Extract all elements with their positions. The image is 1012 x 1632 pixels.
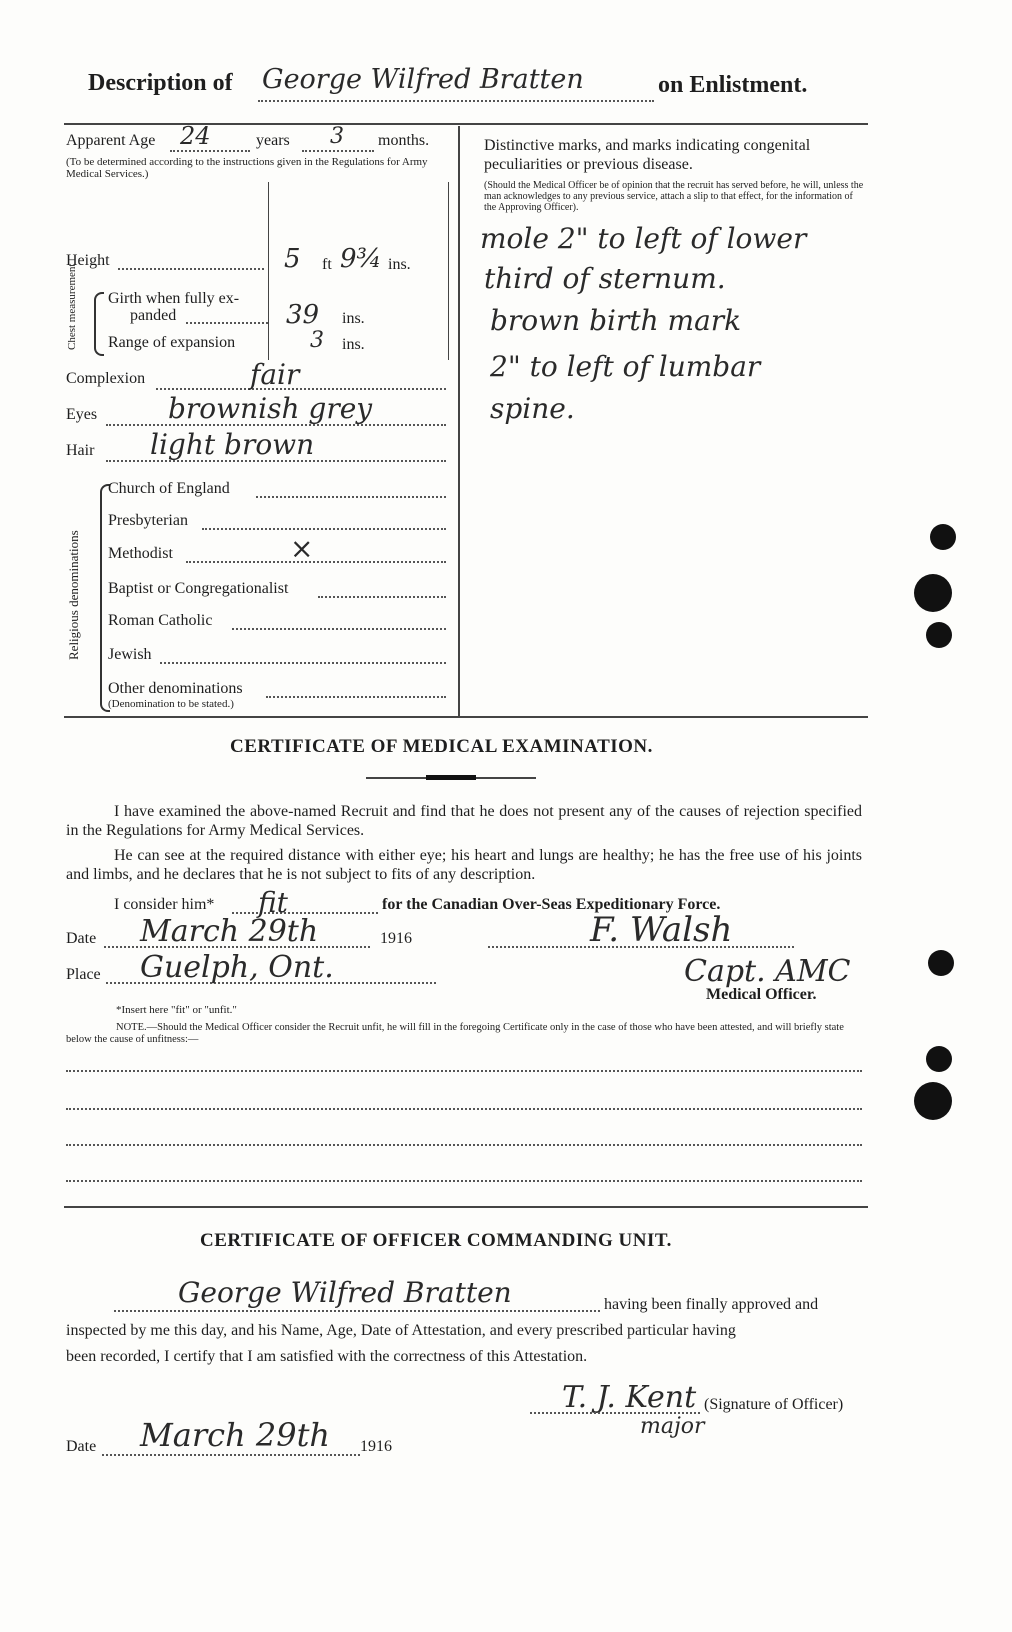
header-prefix: Description of bbox=[88, 70, 233, 96]
girth-label-line-1: Girth when fully ex- bbox=[108, 290, 240, 307]
chest-brace bbox=[94, 292, 104, 356]
age-label: Apparent Age bbox=[66, 132, 156, 149]
medical-date-year: 1916 bbox=[380, 930, 412, 947]
eyes-label: Eyes bbox=[66, 406, 98, 423]
medical-bottom-rule bbox=[64, 1206, 868, 1208]
binder-hole-1 bbox=[930, 524, 956, 550]
age-months-line bbox=[302, 150, 374, 152]
consider-label: I consider him* bbox=[114, 896, 215, 913]
medical-paragraph-2: He can see at the required distance with either eye; his heart and lungs are healthy; he has the free use of his joints and limbs, and he declares that he is not subject to fits of any description. bbox=[66, 847, 862, 883]
girth-handwritten: 39 bbox=[286, 300, 320, 330]
girth-label-line-2: panded bbox=[130, 307, 177, 324]
religion-line-5 bbox=[232, 628, 446, 630]
consider-suffix: for the Canadian Over-Seas Expeditionary Force. bbox=[382, 896, 721, 913]
marks-handwritten-line-3: brown birth mark bbox=[490, 304, 742, 337]
column-divider bbox=[458, 126, 460, 716]
religion-jewish: Jewish bbox=[108, 646, 152, 663]
hair-handwritten: light brown bbox=[150, 428, 315, 461]
commanding-text-2: inspected by me this day, and his Name, Age, Date of Attestation, and every prescribed particular having bbox=[66, 1322, 736, 1339]
header-suffix: on Enlistment. bbox=[658, 72, 808, 98]
marks-title: Distinctive marks, and marks indicating congenital peculiarities or previous disease. bbox=[484, 137, 811, 173]
commanding-text-1: having been finally approved and bbox=[604, 1296, 819, 1313]
unfitness-line-2 bbox=[66, 1108, 862, 1110]
age-note: (To be determined according to the instructions given in the Regulations for Army Medical Services.) bbox=[66, 156, 428, 180]
commanding-text-3: been recorded, I certify that I am satisfied with the correctness of this Attestation. bbox=[66, 1348, 588, 1365]
place-label: Place bbox=[66, 966, 101, 983]
religion-line-3 bbox=[186, 561, 446, 563]
binder-hole-6 bbox=[914, 1082, 952, 1120]
medical-paragraph-1: I have examined the above-named Recruit and find that he does not present any of the causes of rejection specified in the Regulations for Army Medical Services. bbox=[66, 803, 862, 839]
years-label: years bbox=[256, 132, 290, 149]
unfitness-line-1 bbox=[66, 1070, 862, 1072]
range-inches-label: ins. bbox=[342, 336, 365, 353]
religion-line-2 bbox=[202, 528, 446, 530]
religion-line-6 bbox=[160, 662, 446, 664]
denomination-note: (Denomination to be stated.) bbox=[108, 698, 234, 710]
insert-note: *Insert here "fit" or "unfit." bbox=[116, 1004, 237, 1016]
complexion-label: Complexion bbox=[66, 370, 146, 387]
medical-title-divider-center bbox=[426, 775, 476, 780]
religion-line-7 bbox=[266, 696, 446, 698]
feet-label: ft bbox=[322, 256, 332, 273]
consider-handwritten: fit bbox=[258, 886, 288, 919]
range-handwritten: 3 bbox=[310, 328, 324, 353]
commanding-name-line bbox=[114, 1310, 600, 1312]
marks-handwritten-line-5: spine. bbox=[490, 392, 575, 425]
girth-inches-label: ins. bbox=[342, 310, 365, 327]
header-name-handwritten: George Wilfred Bratten bbox=[262, 64, 584, 95]
range-label: Range of expansion bbox=[108, 334, 236, 351]
religion-methodist: Methodist bbox=[108, 545, 173, 562]
marks-handwritten-line-1: mole 2" to left of lower bbox=[480, 222, 807, 255]
commanding-date-line bbox=[102, 1454, 360, 1456]
complexion-line bbox=[156, 388, 446, 390]
religion-line-4 bbox=[318, 596, 446, 598]
commanding-date-year: 1916 bbox=[360, 1438, 392, 1455]
binder-hole-5 bbox=[926, 1046, 952, 1072]
religion-church-of-england: Church of England bbox=[108, 480, 230, 497]
commanding-name-handwritten: George Wilfred Bratten bbox=[178, 1276, 512, 1309]
measure-column-line-left bbox=[268, 182, 269, 360]
eyes-handwritten: brownish grey bbox=[168, 392, 373, 425]
section-rule bbox=[64, 716, 868, 718]
height-label: Height bbox=[66, 252, 110, 269]
commanding-rank-handwritten: major bbox=[640, 1414, 705, 1439]
religion-other: Other denominations bbox=[108, 680, 243, 697]
marks-handwritten-line-2: third of sternum. bbox=[484, 262, 726, 295]
commanding-title: CERTIFICATE OF OFFICER COMMANDING UNIT. bbox=[200, 1230, 672, 1251]
religion-baptist: Baptist or Congregationalist bbox=[108, 580, 289, 597]
unfit-note: NOTE.—Should the Medical Officer consider the Recruit unfit, he will fill in the foregoing Certificate only in the case of those who have been attested, and will briefly state below the cause of unfitness:— bbox=[66, 1022, 844, 1045]
months-label: months. bbox=[378, 132, 430, 149]
medical-signature-handwritten: F. Walsh bbox=[590, 910, 733, 950]
binder-hole-4 bbox=[928, 950, 954, 976]
complexion-handwritten: fair bbox=[250, 358, 300, 391]
religion-side-label: Religious denominations bbox=[66, 530, 81, 660]
religion-roman-catholic: Roman Catholic bbox=[108, 612, 213, 629]
commanding-date-handwritten: March 29th bbox=[140, 1416, 331, 1454]
age-months-handwritten: 3 bbox=[330, 124, 344, 149]
age-years-line bbox=[170, 150, 250, 152]
religion-line-1 bbox=[256, 496, 446, 498]
unfitness-line-3 bbox=[66, 1144, 862, 1146]
religion-presbyterian: Presbyterian bbox=[108, 512, 188, 529]
binder-hole-2 bbox=[914, 574, 952, 612]
unfitness-line-4 bbox=[66, 1180, 862, 1182]
commanding-signature-label: (Signature of Officer) bbox=[704, 1396, 844, 1413]
medical-date-label: Date bbox=[66, 930, 97, 947]
height-line bbox=[118, 268, 264, 270]
commanding-signature-handwritten: T. J. Kent bbox=[562, 1380, 697, 1415]
medical-rank-handwritten: Capt. AMC bbox=[684, 954, 851, 989]
medical-officer-label: Medical Officer. bbox=[706, 986, 817, 1003]
age-years-handwritten: 24 bbox=[180, 122, 211, 150]
chest-side-label: Chest measurement bbox=[66, 263, 78, 350]
measure-column-line-right bbox=[448, 182, 449, 360]
commanding-date-label: Date bbox=[66, 1438, 97, 1455]
height-feet-handwritten: 5 bbox=[284, 244, 301, 274]
marks-note: (Should the Medical Officer be of opinion that the recruit has served before, he will, unless the man acknowledges to any previous service, attach a slip to that effect, for the information of the Approving Officer). bbox=[484, 180, 864, 213]
binder-hole-3 bbox=[926, 622, 952, 648]
height-inches-handwritten: 9¾ bbox=[340, 244, 382, 274]
medical-date-handwritten: March 29th bbox=[140, 914, 319, 949]
methodist-mark-handwritten: × bbox=[290, 532, 314, 565]
hair-label: Hair bbox=[66, 442, 95, 459]
place-handwritten: Guelph, Ont. bbox=[140, 950, 334, 985]
marks-handwritten-line-4: 2" to left of lumbar bbox=[490, 350, 761, 383]
header-name-line bbox=[258, 100, 654, 102]
girth-line bbox=[186, 322, 268, 324]
inches-label: ins. bbox=[388, 256, 411, 273]
medical-title: CERTIFICATE OF MEDICAL EXAMINATION. bbox=[230, 736, 653, 757]
